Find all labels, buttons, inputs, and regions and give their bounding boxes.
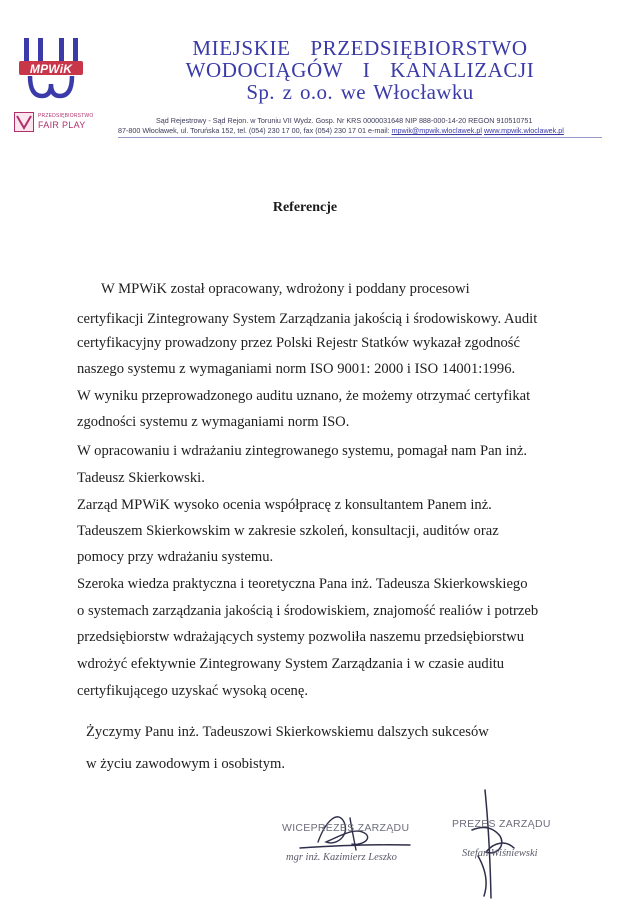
body-line: W MPWiK został opracowany, wdrożony i poddany procesowi: [101, 281, 470, 297]
signature-left-title: WICEPREZES ZARZĄDU: [282, 822, 410, 834]
logo-text: MPWiK: [29, 62, 73, 76]
company-name-line1: MIEJSKIE PRZEDSIĘBIORSTWO: [192, 36, 528, 60]
body-line: W wyniku przeprowadzonego auditu uznano, że możemy otrzymać certyfikat: [77, 388, 531, 404]
address-phone: 87-800 Włocławek, ul. Toruńska 152, tel. (054) 230 17 00, fax (054) 230 17 01 e-mail:: [118, 126, 390, 135]
body-line: naszego systemu z wymaganiami norm ISO 9001: 2000 i ISO 14001:1996.: [77, 361, 516, 377]
body-line: w życiu zawodowym i osobistym.: [86, 756, 286, 772]
website-link[interactable]: www.mpwik.wloclawek.pl: [483, 126, 564, 135]
body-line: zgodności systemu z wymaganiami norm ISO.: [77, 414, 350, 430]
signature-right-name: Stefan Wiśniewski: [462, 848, 538, 859]
fair-play-label: FAIR PLAY: [38, 120, 86, 130]
body-line: Życzymy Panu inż. Tadeuszowi Skierkowskiemu dalszych sukcesów: [86, 724, 489, 740]
body-line: certyfikującego uzyskać wysoką ocenę.: [77, 683, 308, 699]
body-line: o systemach zarządzania jakością i środowiskiem, znajomość realiów i potrzeb: [77, 603, 539, 619]
company-name-line3: Sp. z o.o. we Włocławku: [246, 80, 474, 104]
signature-right-title: PREZES ZARZĄDU: [452, 818, 551, 830]
body-line: przedsiębiorstw wdrażających systemy pozwoliła naszemu przedsiębiorstwu: [77, 629, 524, 645]
body-line: Szeroka wiedza praktyczna i teoretyczna Pana inż. Tadeusza Skierkowskiego: [77, 576, 528, 592]
fair-play-small: PRZEDSIĘBIORSTWO: [38, 113, 94, 119]
header-divider: [118, 137, 602, 138]
document-title: Referencje: [272, 200, 338, 215]
body-line: Zarząd MPWiK wysoko ocenia współpracę z konsultantem Panem inż.: [77, 497, 492, 513]
signature-left-name: mgr inż. Kazimierz Leszko: [286, 852, 397, 863]
company-name-line2: WODOCIĄGÓW I KANALIZACJI: [185, 58, 535, 82]
registry-info: Sąd Rejestrowy - Sąd Rejon. w Toruniu VII Wydz. Gosp. Nr KRS 0000031648 NIP 888-000-14-20 REGON 910510751: [156, 116, 533, 125]
body-line: Tadeusz Skierkowski.: [77, 470, 205, 486]
body-line: certyfikacji Zintegrowany System Zarządzania jakością i środowiskowy. Audit: [77, 311, 538, 327]
fair-play-icon: [14, 112, 34, 132]
email-link[interactable]: mpwik@mpwik.wloclawek.pl: [391, 126, 482, 135]
body-line: wdrożyć efektywnie Zintegrowany System Zarządzania i w czasie auditu: [77, 656, 505, 672]
body-line: W opracowaniu i wdrażaniu zintegrowanego systemu, pomagał nam Pan inż.: [77, 443, 527, 459]
body-line: Tadeuszem Skierkowskim w zakresie szkoleń, konsultacji, auditów oraz: [77, 523, 499, 539]
body-line: pomocy przy wdrażaniu systemu.: [77, 549, 274, 565]
contact-info: [118, 126, 564, 135]
body-line: certyfikacyjny prowadzony przez Polski Rejestr Statków wykazał zgodność: [77, 335, 520, 351]
